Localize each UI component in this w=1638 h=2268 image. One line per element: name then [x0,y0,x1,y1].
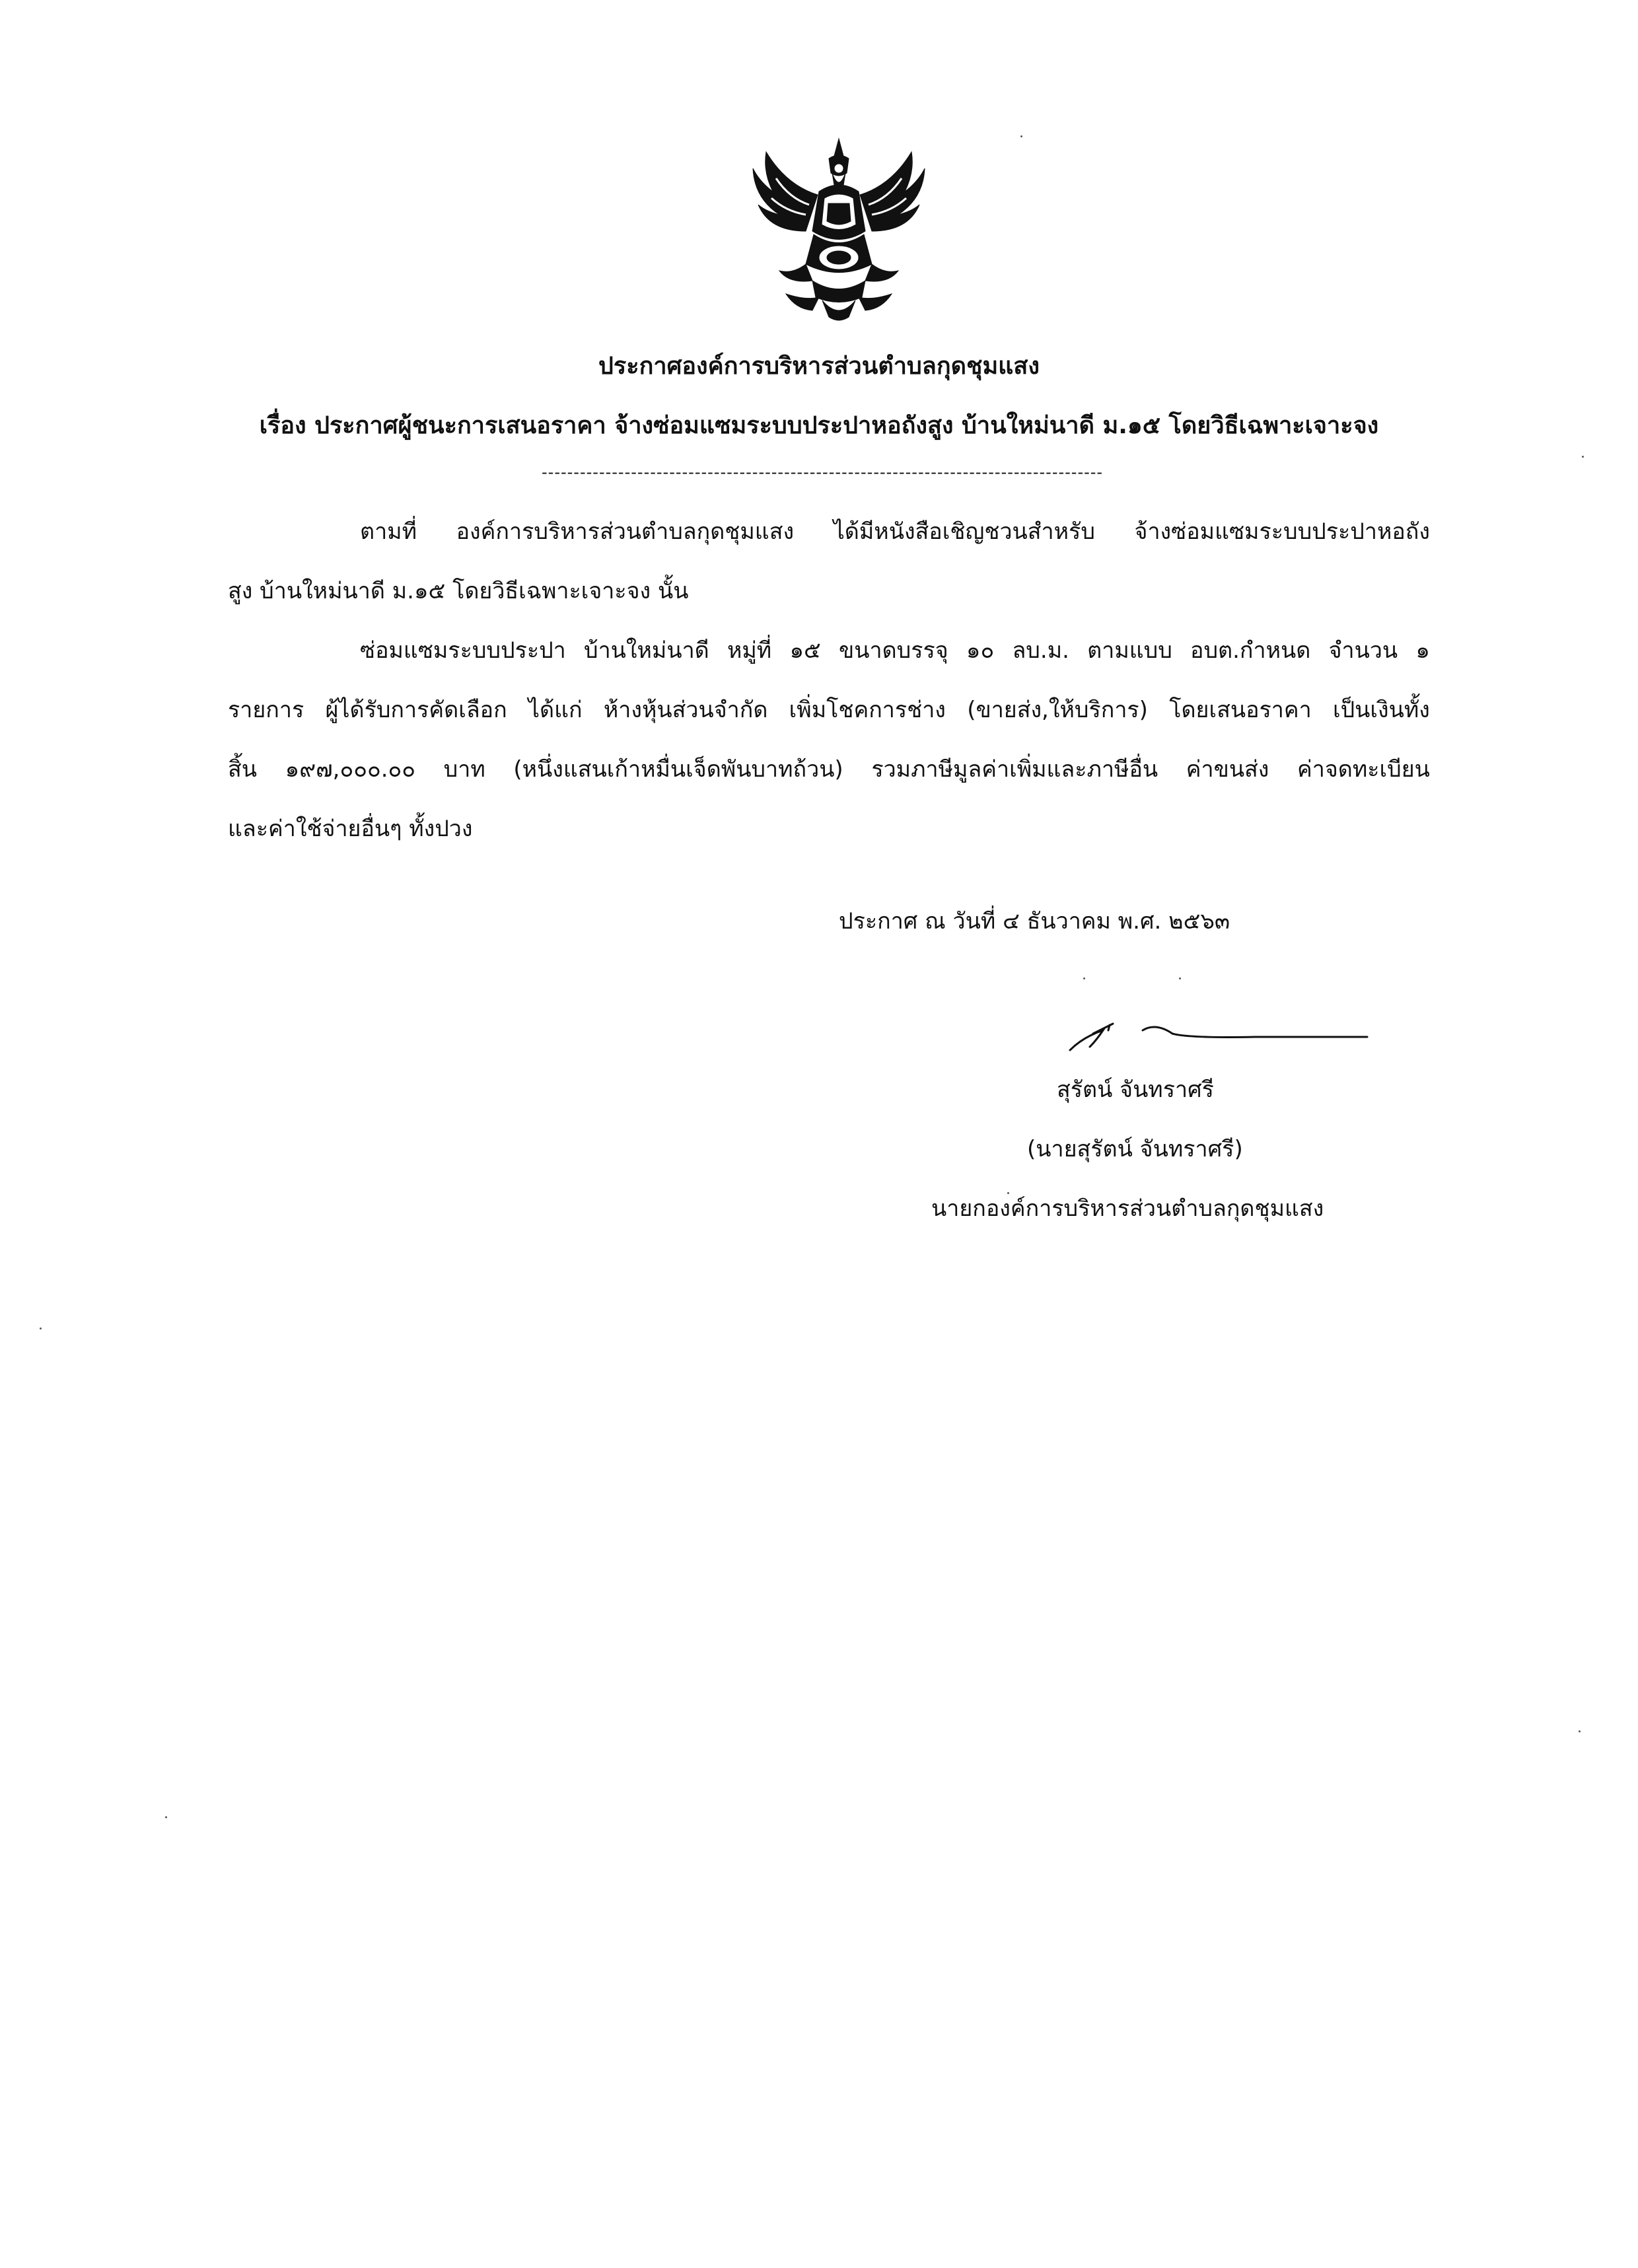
text-segment: โดยเสนอราคา [1169,697,1312,723]
announcement-date: ประกาศ ณ วันที่ ๔ ธันวาคม พ.ศ. ๒๕๖๓ [839,908,1230,935]
signatory-position: นายกองค์การบริหารส่วนตำบลกุดชุมแสง [931,1195,1324,1222]
paragraph-2-line-4: และค่าใช้จ่ายอื่นๆ ทั้งปวง [228,816,473,842]
text-segment: รายการ [228,697,304,723]
text-segment: ๑ [1415,637,1430,664]
scan-speck [1083,977,1085,979]
text-segment: จ้างซ่อมแซมระบบประปาหอถัง [1134,518,1430,545]
text-segment: ตามแบบ [1087,637,1172,664]
text-segment: ลบ.ม. [1012,637,1069,664]
text-segment: บ้านใหม่นาดี [584,637,709,664]
text-segment: เพิ่มโชคการช่าง [789,697,946,723]
text-segment: สิ้น [228,756,257,783]
text-segment: ๑๕ [789,637,821,664]
signatory-name: สุรัตน์ จันทราศรี [1057,1077,1214,1103]
announcement-subject: เรื่อง ประกาศผู้ชนะการเสนอราคา จ้างซ่อมแซมระบบประปาหอถังสูง บ้านใหม่นาดี ม.๑๕ โดยวิธีเฉพาะเจาะจง [259,412,1379,439]
scan-speck [40,1328,42,1329]
text-segment: ได้แก่ [528,697,583,723]
text-segment: ค่าขนส่ง [1186,756,1269,783]
signatory-full-name: (นายสุรัตน์ จันทราศรี) [1027,1136,1243,1162]
garuda-emblem-icon [740,132,938,330]
text-segment: เป็นเงินทั้ง [1332,697,1430,723]
text-segment: บาท [443,756,485,783]
paragraph-2-line-2 [228,690,1430,730]
text-segment: ได้มีหนังสือเชิญชวนสำหรับ [833,518,1095,545]
paragraph-1-line-1 [360,512,1430,551]
paragraph-1-line-2: สูง บ้านใหม่นาดี ม.๑๕ โดยวิธีเฉพาะเจาะจง นั้น [228,578,689,604]
price-amount: ๑๙๗,๐๐๐.๐๐ [285,756,416,783]
handwritten-signature [1057,1010,1374,1063]
price-in-words: (หนึ่งแสนเก้าหมื่นเจ็ดพันบาทถ้วน) [513,756,843,783]
scan-speck [1579,1730,1581,1732]
text-segment: รวมภาษีมูลค่าเพิ่มและภาษีอื่น [871,756,1158,783]
text-segment: องค์การบริหารส่วนตำบลกุดชุมแสง [456,518,795,545]
divider-line: ---------------------------------------------------------------------------------------- [542,463,1104,481]
text-segment: ขนาดบรรจุ [839,637,948,664]
scan-speck [1582,456,1584,458]
text-segment: (ขายส่ง,ให้บริการ) [967,697,1148,723]
paragraph-2-line-1 [360,631,1430,670]
announcement-title: ประกาศองค์การบริหารส่วนตำบลกุดชุมแสง [598,353,1040,380]
paragraph-2-line-3 [228,750,1430,789]
scan-speck [1020,135,1022,137]
text-segment: ๑๐ [966,637,995,664]
scan-speck [165,1816,167,1818]
scan-speck [1007,1192,1009,1194]
text-segment: ห้างหุ้นส่วนจำกัด [603,697,768,723]
text-segment: ค่าจดทะเบียน [1297,756,1430,783]
scan-speck [1179,977,1181,979]
text-segment: ผู้ได้รับการคัดเลือก [325,697,507,723]
text-segment: จำนวน [1328,637,1398,664]
text-segment: ซ่อมแซมระบบประปา [360,637,566,664]
text-segment: ตามที่ [360,518,417,545]
text-segment: อบต.กำหนด [1190,637,1311,664]
text-segment: หมู่ที่ [727,637,772,664]
